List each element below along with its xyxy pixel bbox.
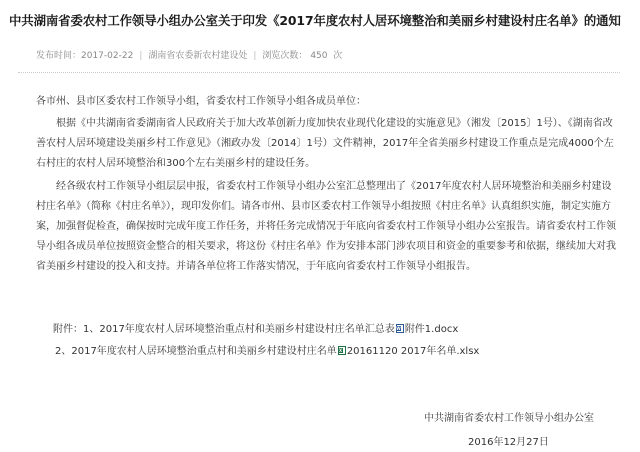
salutation: 各市州、县市区委农村工作领导小组，省委农村工作领导小组各成员单位：	[36, 96, 366, 107]
attachment-item-2	[55, 342, 479, 357]
attachment-2-link[interactable]: 20161120 2017年名单.xlsx	[346, 346, 480, 357]
attachment-2-text: 2、2017年度农村人居环境整治重点村和美丽乡村建设村庄名单	[55, 346, 337, 357]
excel-sheet-icon	[338, 346, 346, 355]
views-label: 浏览次数：	[262, 51, 308, 61]
signature-date: 2016年12月27日	[468, 437, 549, 448]
signature-org: 中共湖南省委农村工作领导小组办公室	[424, 413, 594, 424]
views-count: 450	[310, 51, 328, 61]
word-doc-icon	[396, 324, 404, 333]
attachment-item-1	[53, 320, 458, 335]
paragraph-2: 经各级农村工作领导小组层层申报，省委农村工作领导小组办公室汇总整理出了《2017年度农村人居环境整治和美丽乡村建设村庄名单》（简称《村庄名单》），现印发你们。请各市州、县市区委农村工作领导小组按照《村庄名单》认真组织实施，制定实施方案，加强督促检查，确保按时完成年度工作任务，并将任务完成情况于年底向省委农村工作领导小组办公室报告。请省委农村工作领导小组各成员单位按照资金整合的相关要求，将这份《村庄名单》作为安排本部门涉农项目和资金的重要参考和依据，继续加大对我省美丽乡村建设的投入和支持。并请各单位将工作落实情况，于年底向省委农村工作领导小组报告。	[36, 181, 616, 272]
article-meta	[36, 48, 342, 61]
paragraph-1: 根据《中共湖南省委湖南省人民政府关于加大改革创新力度加快农业现代化建设的实施意见》（湘发〔2015〕1号）、《湖南省改善农村人居环境建设美丽乡村工作意见》（湘政办发〔2014〕1号）文件精神，2017年全省美丽乡村建设工作重点是完成4000个左右村庄的农村人居环境整治和300个左右美丽乡村的建设任务。	[36, 118, 614, 169]
meta-separator: |	[253, 51, 257, 61]
article-source: 湖南省农委新农村建设处	[148, 51, 248, 61]
meta-separator: |	[139, 51, 143, 61]
article-title: 中共湖南省委农村工作领导小组办公室关于印发《2017年度农村人居环境整治和美丽乡村建设村庄名单》的通知	[9, 13, 621, 28]
attachment-1-link[interactable]: 附件1.docx	[404, 324, 459, 335]
svg-text:X: X	[338, 347, 342, 353]
attachment-1-text: 附件：1、2017年度农村人居环境整治重点村和美丽乡村建设村庄名单汇总表	[53, 324, 395, 335]
publish-date: 发布时间：2017-02-22	[36, 51, 134, 61]
svg-text:W: W	[396, 325, 401, 331]
title-divider	[18, 72, 620, 73]
views-unit: 次	[333, 51, 343, 61]
